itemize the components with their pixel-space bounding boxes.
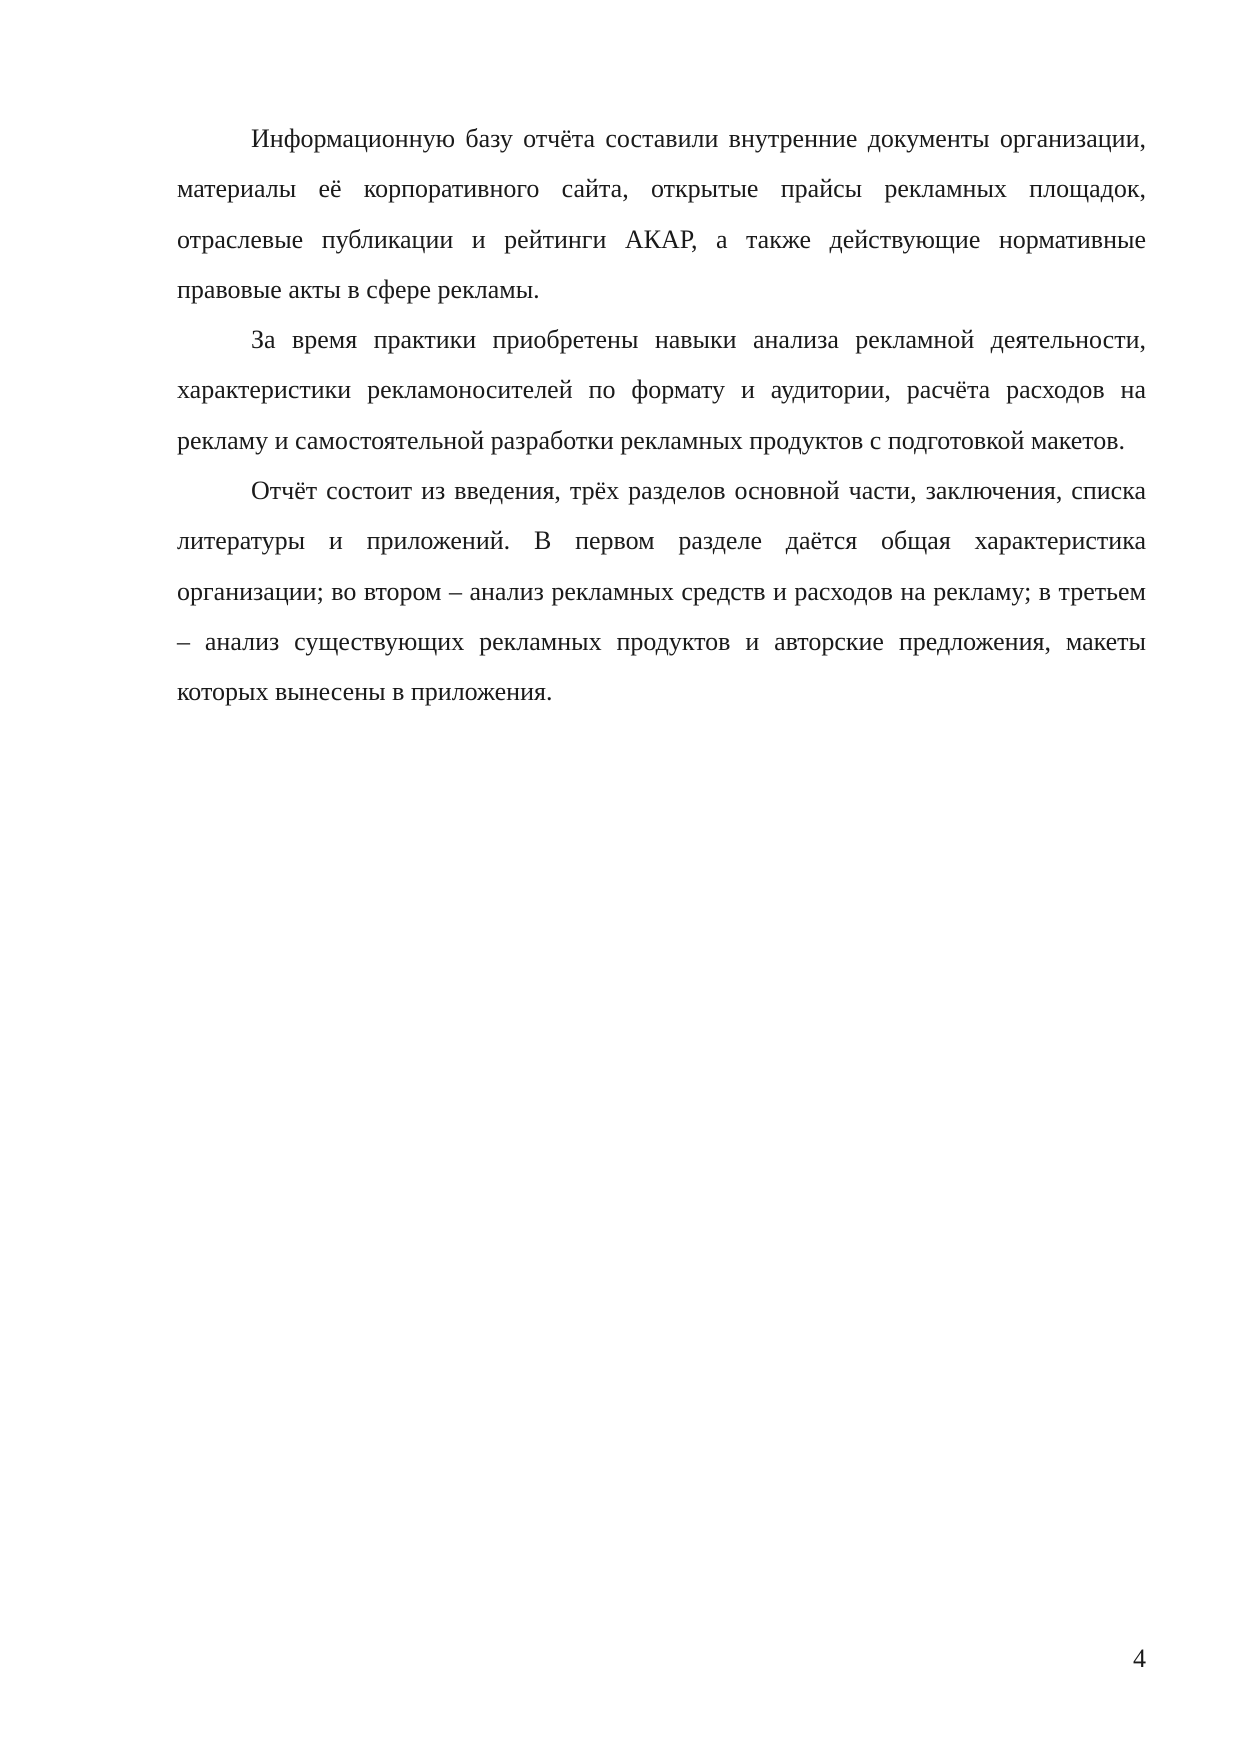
document-body: [177, 114, 1146, 718]
paragraph-report-structure: Отчёт состоит из введения, трёх разделов основной части, заключения, списка литературы и приложений. В первом разделе даётся общая характеристика организации; во втором – анализ рекламных средств и расходов на рекламу; в третьем – анализ существующих рекламных продуктов и авторские предложения, макеты которых вынесены в приложения.: [177, 476, 1146, 707]
paragraph-information-base: Информационную базу отчёта составили внутренние документы организации, материалы её корпоративного сайта, открытые прайсы рекламных площадок, отраслевые публикации и рейтинги АКАР, а также действующие нормативные правовые акты в сфере рекламы.: [177, 124, 1146, 304]
page-number: 4: [1133, 1644, 1146, 1673]
paragraph-practice-skills: За время практики приобретены навыки анализа рекламной деятельности, характеристики рекламоносителей по формату и аудитории, расчёта расходов на рекламу и самостоятельной разработки рекламных продуктов с подготовкой макетов.: [177, 325, 1146, 455]
